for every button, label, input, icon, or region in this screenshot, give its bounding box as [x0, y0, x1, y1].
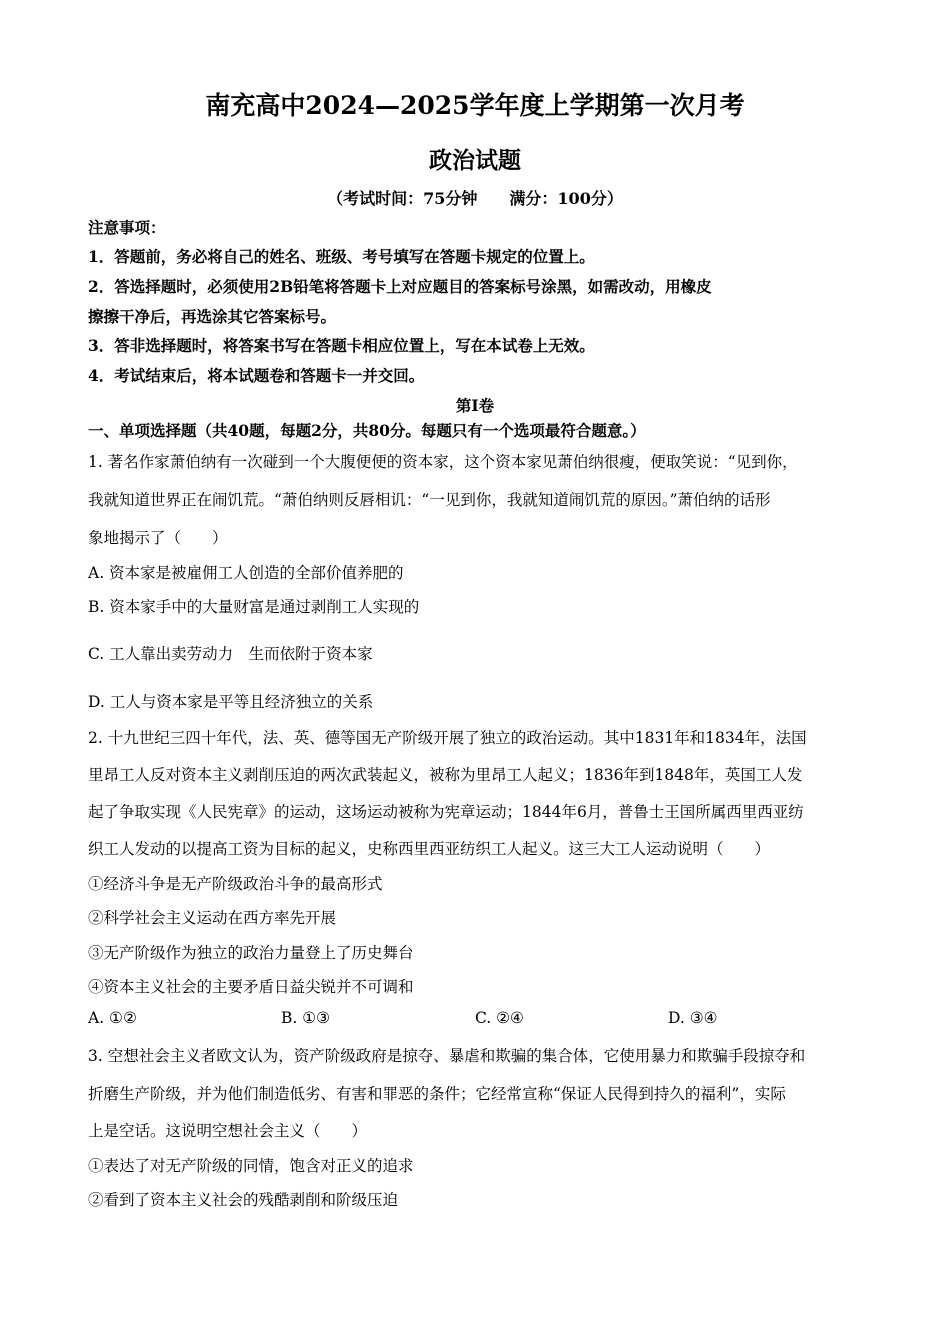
statement-1: ①经济斗争是无产阶级政治斗争的最高形式	[88, 875, 383, 893]
notice-item: 2．答选择题时，必须使用2B铅笔将答题卡上对应题目的答案标号涂黑，如需改动，用橡皮	[88, 277, 712, 296]
option-c: C. 工人靠出卖劳动力 生而依附于资本家	[88, 645, 373, 663]
question-text-line: 织工人发动的以提高工资为目标的起义，史称西里西亚纺织工人起义。这三大工人运动说明（ ）	[88, 840, 771, 858]
question-text-line: 2. 十九世纪三四十年代，法、英、德等国无产阶级开展了独立的政治运动。其中1831年和1834年，法国	[88, 729, 807, 747]
question-text-line: 里昂工人反对资本主义剥削压迫的两次武装起义，被称为里昂工人起义；1836年到1848年，英国工人发	[88, 766, 803, 784]
notice-item: 1．答题前，务必将自己的姓名、班级、考号填写在答题卡规定的位置上。	[88, 247, 595, 266]
question-text-line: 1. 著名作家萧伯纳有一次碰到一个大腹便便的资本家，这个资本家见萧伯纳很瘦，便取笑说：“见到你，	[88, 453, 798, 471]
option-d: D. 工人与资本家是平等且经济独立的关系	[88, 693, 374, 711]
subject-title: 政治试题	[429, 147, 521, 174]
option-a: A. ①②	[88, 1009, 137, 1027]
option-a: A. 资本家是被雇佣工人创造的全部价值养肥的	[88, 564, 404, 582]
notice-item: 3．答非选择题时，将答案书写在答题卡相应位置上，写在本试卷上无效。	[88, 336, 595, 355]
question-text-line: 3. 空想社会主义者欧文认为，资产阶级政府是掠夺、暴虐和欺骗的集合体，它使用暴力和欺骗手段掠夺和	[88, 1047, 806, 1065]
statement-3: ③无产阶级作为独立的政治力量登上了历史舞台	[88, 944, 414, 962]
notice-item: 擦擦干净后，再选涂其它答案标号。	[88, 307, 337, 326]
question-text-line: 起了争取实现《人民宪章》的运动，这场运动被称为宪章运动；1844年6月，普鲁士王国所属西里西亚纺	[88, 803, 804, 821]
option-b: B. 资本家手中的大量财富是通过剥削工人实现的	[88, 598, 420, 616]
question-text-line: 上是空话。这说明空想社会主义（ ）	[88, 1122, 368, 1140]
option-b: B. ①③	[281, 1009, 331, 1027]
volume-label: 第Ⅰ卷	[455, 396, 495, 415]
notice-heading: 注意事项：	[88, 218, 166, 237]
notice-item: 4．考试结束后，将本试题卷和答题卡一并交回。	[88, 366, 425, 385]
question-text-line: 折磨生产阶级，并为他们制造低劣、有害和罪恶的条件；它经常宣称“保证人民得到持久的福利”，实际	[88, 1085, 786, 1103]
statement-4: ④资本主义社会的主要矛盾日益尖锐并不可调和	[88, 978, 414, 996]
option-d: D. ③④	[668, 1009, 718, 1027]
question-text-line: 我就知道世界正在闹饥荒。“萧伯纳则反唇相讥：“一见到你，我就知道闹饥荒的原因。”萧伯纳的话形	[88, 491, 771, 509]
question-text-line: 象地揭示了（ ）	[88, 529, 228, 547]
exam-title: 南充高中2024—2025学年度上学期第一次月考	[205, 91, 745, 120]
option-c: C. ②④	[475, 1009, 524, 1027]
statement-2: ②科学社会主义运动在西方率先开展	[88, 909, 337, 927]
statement-1: ①表达了对无产阶级的同情，饱含对正义的追求	[88, 1157, 414, 1175]
section-heading: 一、单项选择题（共40题，每题2分，共80分。每题只有一个选项最符合题意。）	[88, 421, 646, 440]
statement-2: ②看到了资本主义社会的残酷剥削和阶级压迫	[88, 1191, 399, 1209]
exam-info: （考试时间：75分钟 满分：100分）	[327, 189, 623, 208]
